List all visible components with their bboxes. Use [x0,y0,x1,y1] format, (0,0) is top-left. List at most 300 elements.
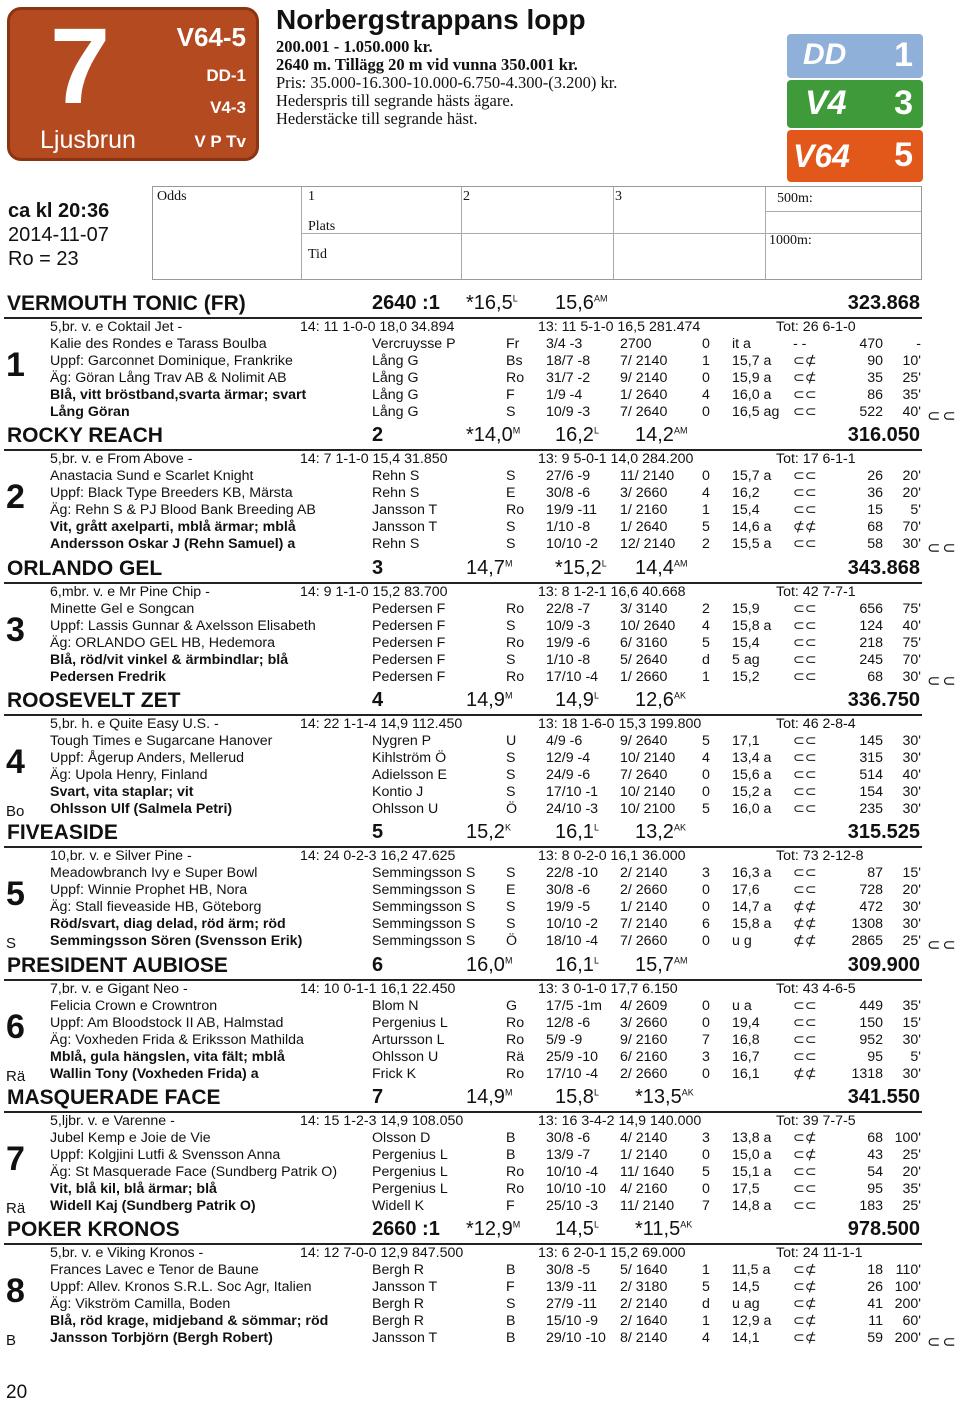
race-line-cell: 17/10 -4 [546,1065,599,1082]
race-line-cell: 25' [902,1146,921,1163]
race-line-cell: 5 [702,1163,710,1180]
race-line-cell: 0 [702,370,710,386]
race-line-cell: 1/ 2140 [620,1146,668,1163]
race-date: 2014-11-07 [8,224,109,246]
race-line-cell: Felicia Crown e Crowntron [50,997,218,1014]
horse-earnings: 341.550 [847,1085,920,1108]
race-line-cell: 0 [702,468,710,485]
race-line-cell: ⊂⊂ [793,600,817,617]
race-line-cell: 95 [867,1048,883,1065]
record-1: $14,7^M$ [466,556,513,579]
race-line-cell: 3 [702,865,710,882]
race-line-cell: 14,7 a [732,899,772,916]
driver-code: Bo [6,802,25,820]
race-line-cell: 90 [867,353,883,369]
race-line-cell: S [506,865,516,882]
race-line-cell: Uppf: Lassis Gunnar & Axelsson Elisabeth [50,617,316,634]
race-line-cell: Ro [506,1180,525,1197]
driver-code: Rä [6,1199,26,1217]
race-line-cell: u g [732,933,752,950]
race-line-cell: ⊂⊂ [793,536,817,553]
race-line-cell: ⊂⊂ [793,1163,817,1180]
stats-2014: 14: 11 1-0-0 18,0 34.894 [300,319,455,335]
race-purse: 200.001 - 1.050.000 kr. [276,37,433,56]
race-line-cell: F [506,1279,515,1296]
race-line-cell: 13,8 a [732,1129,772,1146]
race-line-cell: Ohlsson Ulf (Salmela Petri) [50,800,233,817]
horse-name: ROCKY REACH [7,424,163,448]
race-line-cell: 0 [702,1180,710,1197]
race-line-cell: 15' [902,1014,921,1031]
horse-name: POKER KRONOS [7,1218,180,1242]
race-line-cell: 10/9 -3 [546,404,591,420]
race-line-cell: 4/ 2140 [620,1129,668,1146]
race-line-cell: 15,9 [732,600,760,617]
record-1: $*12,9^M$ [466,1218,521,1241]
race-line-cell: ⊂⊂ [793,668,817,685]
race-line-cell: 40' [902,617,921,634]
odds-label: Odds [157,189,187,204]
race-line-cell: 7/ 2140 [620,916,668,933]
race-line-cell: 24/10 -3 [546,800,599,817]
stats-2014: 14: 15 1-2-3 14,9 108.050 [300,1112,464,1129]
race-line-cell: Anastacia Sund e Scarlet Knight [50,468,254,485]
race-line-cell: ⊂⊂ [793,468,817,485]
race-line-cell: Äg: Göran Lång Trav AB & Nolimit AB [50,370,287,386]
race-line-cell: 9/ 2160 [620,1031,668,1048]
race-line-cell: 13,4 a [732,749,772,766]
race-line-cell: 41 [867,1296,883,1313]
stats-2014: 14: 22 1-1-4 14,9 112.450 [300,715,463,732]
horse-earnings: 315.525 [847,821,920,844]
race-line-cell: 35' [902,997,921,1014]
race-line-cell: 30' [902,668,921,685]
shoe-symbol: ⊂⊂ [927,1334,958,1352]
horse-number: 1 [6,346,25,384]
race-line-cell: 0 [702,1014,710,1031]
race-line-cell: 154 [859,783,883,800]
start-time: ca kl 20:36 [8,200,110,222]
race-color: Ljusbrun [40,126,136,154]
race-line-cell: Ro [506,1163,525,1180]
page-number: 20 [6,1382,28,1403]
race-line-cell: Nygren P [372,732,432,749]
stats-total: Tot: 24 11-1-1 [776,1245,863,1262]
race-line-cell: ⊂⊄ [793,370,817,386]
stats-total: Tot: 42 7-7-1 [776,583,856,600]
start-distance: 5 [372,821,384,844]
race-line-cell: 25' [902,1197,921,1214]
race-line-cell: 18/7 -8 [546,353,591,369]
race-line-cell: 124 [859,617,883,634]
race-line-cell: 522 [859,404,883,420]
race-line-cell: ⊂⊂ [793,1197,817,1214]
honor-prize: Hederspris till segrande hästs ägare. [276,91,514,110]
race-line-cell: 12/ 2140 [620,536,676,553]
race-line-cell: 14,5 [732,1279,760,1296]
race-line-cell: Kihlström Ö [372,749,447,766]
race-line-cell: Ohlsson U [372,1048,439,1065]
record-1: $14,9^M$ [466,1085,513,1108]
race-line-cell: Äg: Upola Henry, Finland [50,766,208,783]
race-line-cell: 15,0 a [732,1146,772,1163]
horse-info: 5,ljbr. v. e Varenne - [50,1112,175,1129]
race-line-cell: 20' [902,882,921,899]
race-line-cell: 11,5 a [732,1262,771,1279]
race-line-cell: 7/ 2640 [620,766,668,783]
race-line-cell: Ro [506,1031,525,1048]
race-line-cell: 16,7 [732,1048,760,1065]
race-line-cell: Ro [506,668,525,685]
race-line-cell: 1 [702,1262,710,1279]
record-1: $*14,0^M$ [466,424,521,447]
race-line-cell: ⊂⊄ [793,1313,817,1330]
race-line-cell: 1318 [851,1065,883,1082]
race-line-cell: - [916,336,921,352]
horse-number: 3 [6,610,25,649]
race-line-cell: S [506,468,516,485]
race-line-cell: 6/ 2160 [620,1048,668,1065]
race-line-cell: 60' [902,1313,921,1330]
race-line-cell: 14,1 [732,1330,760,1347]
race-line-cell: 235 [859,800,883,817]
race-line-cell: 20' [902,485,921,502]
race-line-cell: 0 [702,336,710,352]
driver-code: Rä [6,1067,26,1085]
race-line-cell: Ohlsson U [372,800,439,817]
race-line-cell: 4/ 2609 [620,997,668,1014]
col-3-label: 3 [615,189,622,204]
race-line-cell: Ro [506,600,525,617]
race-line-cell: 22/8 -7 [546,600,591,617]
race-line-cell: S [506,766,516,783]
race-line-cell: 0 [702,933,710,950]
race-line-cell: 472 [859,899,883,916]
race-line-cell: 20' [902,1163,921,1180]
race-line-cell: 22/8 -10 [546,865,599,882]
race-line-cell: Pedersen F [372,600,446,617]
start-distance: 6 [372,953,384,976]
race-line-cell: ⊂⊄ [793,353,817,369]
race-line-cell: Ro [506,502,525,519]
race-line-cell: ⊂⊂ [793,485,817,502]
race-line-cell: 3/ 2660 [620,485,668,502]
horse-earnings: 978.500 [847,1218,920,1241]
race-line-cell: Olsson D [372,1129,431,1146]
race-line-cell: 15,7 a [732,353,772,369]
race-line-cell: ⊂⊂ [793,634,817,651]
race-number: 7 [50,5,111,126]
race-line-cell: 200' [894,1330,921,1347]
race-line-cell: 30/8 -6 [546,1129,591,1146]
race-line-cell: Lång Göran [50,404,130,420]
race-line-cell: 1/ 2640 [620,519,668,536]
stats-2013: 13: 8 0-2-0 16,1 36.000 [538,848,686,865]
race-line-cell: Kalie des Rondes e Tarass Boulba [50,336,267,352]
race-line-cell: 18 [867,1262,883,1279]
race-line-cell: 75' [902,600,921,617]
race-line-cell: 7/ 2660 [620,933,668,950]
race-line-cell: 1308 [851,916,883,933]
race-line-cell: Jansson Torbjörn (Bergh Robert) [50,1330,273,1347]
race-line-cell: ⊂⊂ [793,766,817,783]
race-line-cell: ⊂⊄ [793,1296,817,1313]
race-line-cell: Wallin Tony (Voxheden Frida) a [50,1065,259,1082]
race-line-cell: S [506,899,516,916]
race-line-cell: 95 [867,1180,883,1197]
race-line-cell: 12,9 a [732,1313,772,1330]
race-line-cell: Semmingsson S [372,899,476,916]
race-line-cell: Kontio J [372,783,424,800]
race-line-cell: ⊂⊂ [793,387,817,403]
race-line-cell: Semmingsson S [372,933,476,950]
shoe-symbol: ⊂⊂ [927,672,958,690]
race-line-cell: 4 [702,1330,710,1347]
horse-earnings: 323.868 [847,292,920,314]
race-line-cell: 2/ 2660 [620,882,668,899]
race-line-cell: 11/ 2140 [620,468,675,485]
race-line-cell: B [506,1330,516,1347]
record-2: $14,9^L$ [555,688,599,711]
race-line-cell: 70' [902,651,921,668]
race-line-cell: ⊂⊂ [793,732,817,749]
race-line-cell: 30' [902,783,921,800]
race-line-cell: 6/ 3160 [620,634,668,651]
race-line-cell: 86 [867,387,883,403]
race-line-cell: 1/ 2640 [620,387,668,403]
race-line-cell: Ro [506,1065,525,1082]
race-number-box [4,4,262,164]
race-line-cell: 15,2 a [732,783,772,800]
race-line-cell: 70' [902,519,921,536]
race-line-cell: 13/9 -11 [546,1279,598,1296]
race-line-cell: 0 [702,766,710,783]
race-line-cell: ⊂⊂ [793,1180,817,1197]
race-line-cell: Minette Gel e Songcan [50,600,195,617]
stats-total: Tot: 73 2-12-8 [776,848,864,865]
ro-value: Ro = 23 [8,248,79,270]
race-line-cell: Röd/svart, diag delad, röd ärm; röd [50,916,286,933]
race-line-cell: 5 [702,519,710,536]
race-line-cell: 4/9 -6 [546,732,583,749]
stats-total: Tot: 17 6-1-1 [776,451,856,468]
race-line-cell: 30' [902,1065,921,1082]
game-vptv: V P Tv [194,132,246,151]
stats-total: Tot: 26 6-1-0 [776,319,856,335]
race-line-cell: ⊂⊄ [793,1129,817,1146]
race-line-cell: 315 [859,749,883,766]
race-line-cell: 0 [702,997,710,1014]
race-line-cell: 43 [867,1146,883,1163]
record-3: $14,2^{AM}$ [635,424,688,447]
race-line-cell: 15,4 [732,634,760,651]
race-line-cell: 5/9 -9 [546,1031,583,1048]
horse-name: FIVEASIDE [7,821,118,845]
race-line-cell: 19/9 -11 [546,502,598,519]
race-line-cell: 35' [902,387,921,403]
race-line-cell: 4 [702,617,710,634]
race-line-cell: Bergh R [372,1262,425,1279]
race-line-cell: 17,6 [732,882,760,899]
race-line-cell: 54 [867,1163,883,1180]
start-distance: 7 [372,1085,384,1108]
race-line-cell: 200' [894,1296,921,1313]
race-line-cell: it a [732,336,751,352]
horse-number: 4 [6,742,25,781]
race-line-cell: 5 [702,634,710,651]
race-line-cell: Bergh R [372,1313,425,1330]
record-3: $*13,5^{AK}$ [635,1085,694,1108]
horse-number: 2 [6,478,25,517]
race-line-cell: 15,8 a [732,916,772,933]
race-line-cell: Pedersen F [372,651,446,668]
race-line-cell: 18/10 -4 [546,933,599,950]
race-line-cell: B [506,1129,516,1146]
horse-earnings: 316.050 [847,424,920,447]
race-line-cell: Semmingsson S [372,916,476,933]
race-line-cell: ⊂⊂ [793,997,817,1014]
stats-total: Tot: 46 2-8-4 [776,715,856,732]
race-line-cell: 2700 [620,336,652,352]
race-line-cell: 1/10 -8 [546,519,591,536]
stats-2013: 13: 18 1-6-0 15,3 199.800 [538,715,702,732]
col-2-label: 2 [463,189,470,204]
record-2: $*15,2^L$ [555,556,607,579]
race-line-cell: ⊂⊂ [793,1014,817,1031]
horse-info: 5,br. h. e Quite Easy U.S. - [50,715,219,732]
race-line-cell: 10/ 2140 [620,783,676,800]
race-line-cell: u ag [732,1296,760,1313]
race-line-cell: S [506,651,516,668]
driver-code: S [6,935,17,953]
race-line-cell: 15/10 -9 [546,1313,599,1330]
race-line-cell: ⊄⊄ [793,1065,817,1082]
stats-2013: 13: 16 3-4-2 14,9 140.000 [538,1112,702,1129]
record-1: $15,2^K$ [466,821,511,844]
race-line-cell: 218 [859,634,883,651]
race-line-cell: 30' [902,916,921,933]
race-line-cell: ⊄⊄ [793,519,817,536]
race-line-cell: Uppf: Allev. Kronos S.R.L. Soc Agr, Italien [50,1279,312,1296]
race-line-cell: E [506,485,516,502]
race-line-cell: 15,5 a [732,536,772,553]
odds-grid [152,186,922,280]
tid-label: Tid [308,247,327,262]
start-distance: 2640 :1 [372,292,440,314]
horse-name: VERMOUTH TONIC (FR) [7,292,246,315]
race-line-cell: 15,8 a [732,617,772,634]
race-line-cell: 25' [902,933,921,950]
race-line-cell: 30' [902,800,921,817]
race-line-cell: Uppf: Black Type Breeders KB, Märsta [50,485,293,502]
record-3: $13,2^{AK}$ [635,821,686,844]
race-line-cell: 75' [902,634,921,651]
v4-logo: V4 3 [787,80,923,128]
race-line-cell: 183 [859,1197,883,1214]
race-line-cell: ⊄⊄ [793,933,817,950]
horse-info: 7,br. v. e Gigant Neo - [50,980,188,997]
shoe-symbol: ⊂⊂ [927,937,958,955]
race-line-cell: Ö [506,933,518,950]
race-line-cell: 68 [867,519,883,536]
race-line-cell: Vit, grått axelparti, mblå ärmar; mblå [50,519,296,536]
race-line-cell: F [506,1197,515,1214]
race-line-cell: Jansson T [372,1279,438,1296]
race-line-cell: 17,5 [732,1180,760,1197]
race-line-cell: 9/ 2140 [620,370,668,386]
race-line-cell: 514 [859,766,883,783]
race-line-cell: Ro [506,634,525,651]
race-line-cell: E [506,882,516,899]
race-line-cell: S [506,1296,516,1313]
horse-name: ORLANDO GEL [7,556,163,580]
race-line-cell: 5 [702,1279,710,1296]
race-line-cell: 35' [902,1180,921,1197]
race-line-cell: Andersson Oskar J (Rehn Samuel) a [50,536,296,553]
stats-2013: 13: 11 5-1-0 16,5 281.474 [538,319,701,335]
race-line-cell: 30' [902,1031,921,1048]
race-line-cell: ⊄⊄ [793,916,817,933]
race-line-cell: 17,1 [732,732,760,749]
race-line-cell: 30/8 -6 [546,882,591,899]
stats-total: Tot: 43 4-6-5 [776,980,856,997]
race-line-cell: 7/ 2640 [620,404,668,420]
race-title: Norbergstrappans lopp [276,4,586,35]
game-v4: V4-3 [210,98,246,117]
race-line-cell: Pergenius L [372,1146,448,1163]
race-line-cell: ⊂⊄ [793,1279,817,1296]
stats-2013: 13: 3 0-1-0 17,7 6.150 [538,980,678,997]
race-line-cell: Rä [506,1048,525,1065]
race-line-cell: 14,8 a [732,1197,772,1214]
race-line-cell: 16,2 [732,485,760,502]
race-line-cell: Jansson T [372,519,438,536]
race-line-cell: 12/9 -4 [546,749,591,766]
race-line-cell: 26 [867,1279,883,1296]
race-line-cell: 16,1 [732,1065,760,1082]
race-line-cell: 2 [702,600,710,617]
race-line-cell: S [506,404,516,420]
race-line-cell: 15,7 a [732,468,772,485]
race-line-cell: 11/ 1640 [620,1163,675,1180]
race-line-cell: 17/10 -4 [546,668,599,685]
race-line-cell: Pedersen F [372,668,446,685]
horse-number: 6 [6,1007,25,1046]
race-line-cell: 2 [702,536,710,553]
race-line-cell: 19/9 -5 [546,899,591,916]
game-v64: V64-5 [176,22,246,52]
race-line-cell: 14,6 a [732,519,772,536]
race-line-cell: 10/ 2100 [620,800,676,817]
race-line-cell: 4 [702,485,710,502]
horse-info: 6,mbr. v. e Mr Pine Chip - [50,583,210,600]
race-line-cell: Frick K [372,1065,417,1082]
race-line-cell: 40' [902,766,921,783]
race-line-cell: 58 [867,536,883,553]
race-line-cell: Bergh R [372,1296,425,1313]
race-line-cell: 2/ 2140 [620,1296,668,1313]
race-line-cell: 5 ag [732,651,760,668]
horse-info: 5,br. v. e Coktail Jet - [50,319,183,335]
shoe-symbol: ⊂⊂ [927,408,958,425]
race-line-cell: 728 [859,882,883,899]
race-line-cell: Blå, röd/vit vinkel & ärmbindlar; blå [50,651,289,668]
race-line-cell: Pergenius L [372,1014,448,1031]
stats-2014: 14: 24 0-2-3 16,2 47.625 [300,848,456,865]
race-line-cell: 100' [894,1129,921,1146]
race-line-cell: 2865 [851,933,883,950]
race-line-cell: ⊂⊄ [793,1262,817,1279]
